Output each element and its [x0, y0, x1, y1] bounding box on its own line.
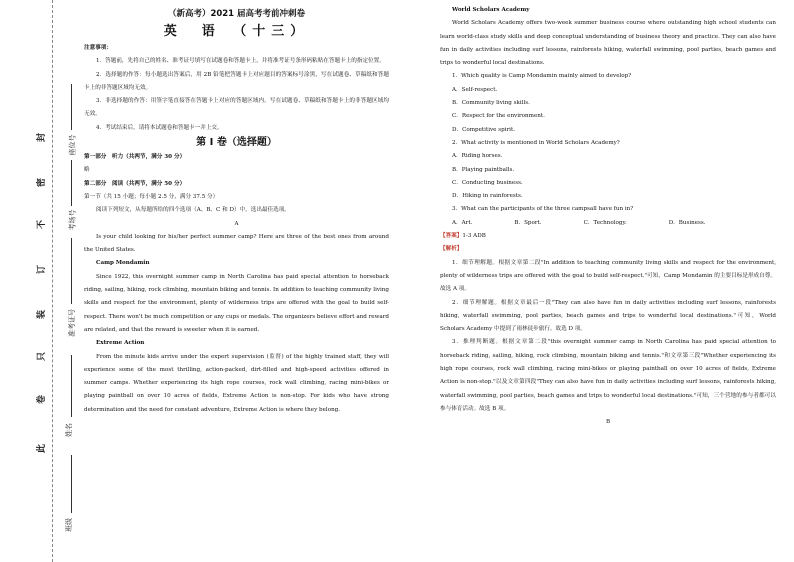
- seal-char: 只: [37, 351, 48, 362]
- analysis-item: 3．推理判断题。根据文章第二段"this overnight summer camp in North Carolina has paid special attention to horseback riding, sailing, hiking, rock climbing, mountain biking and tennis."和文章第三段"Whether experiencing its high rope courses, rock wall climbing, racing mini-bikes or playing paintball on over 10 acres of fields, Extreme Action is non-stop."以及文章第四段"They can also have fun in daily activities including surf lessons, rainforests hiking, waterfall swimming, pool parties, beach games and trips to wonderful local destinations."可知，三个营地的参与者都可以参与体育活动。故选 B 项。: [440, 339, 776, 412]
- option: B．Playing paintballs.: [452, 166, 515, 173]
- passage-intro: Is your child looking for his/her perfect summer camp? Here are three of the best ones from around the United States.: [84, 233, 389, 254]
- analysis-label: 【解析】: [440, 246, 463, 253]
- passage-label: A: [234, 220, 239, 227]
- question: 2．What activity is mentioned in World Scholars Academy?: [452, 139, 620, 146]
- class-label: 班级: [65, 518, 73, 532]
- camp-description: Since 1922, this overnight summer camp in North Carolina has paid special attention to horseback riding, sailing, hiking, rock climbing, mountain biking and tennis. In addition to teaching community living skills and respect for the environment, plenty of wilderness trips are offered with the goal to build self-respect. There won't be much competition or any cups or medals. The organizers believe effort and reward are related, and that the reward is sweeter when it is earned.: [84, 273, 389, 333]
- notice-item: 3．非选择题的作答：用签字笔直接答在答题卡上对应的答题区域内。写在试题卷、草稿纸和答题卡上的非答题区域均无效。: [84, 98, 389, 118]
- answer-text: 1-3 ADB: [462, 233, 486, 240]
- seal-char: 订: [37, 264, 48, 275]
- section-title: 第 I 卷（选择题）: [196, 137, 277, 149]
- seat-number-blank[interactable]: [71, 84, 72, 130]
- option: A．Riding horses.: [452, 153, 503, 160]
- notice-title: 注意事项：: [84, 45, 112, 51]
- seal-char: 不: [37, 219, 48, 230]
- question: 3．What can the participants of the three campsall have fun in?: [452, 206, 634, 213]
- option: B．Sport.: [514, 219, 542, 226]
- camp-description: From the minute kids arrive under the expert supervision (监督) of the highly trained staff, they will experience some of the most thrilling, action-packed, dirt-filled and high-speed activities offered in summer camps. Whether experiencing its high rope courses, rock wall climbing, racing mini-bikes or playing paintball on over 10 acres of fields, Extreme Action is non-stop. For kids who have strong determination and the need for constant adventure, Extreme Action is where they belong.: [84, 353, 389, 413]
- seal-char: 装: [37, 309, 48, 320]
- option: B．Community living skills.: [452, 100, 530, 107]
- notice-item: 4．考试结束后，请将本试题卷和答题卡一并上交。: [96, 124, 223, 131]
- camp-title: Camp Mondamin: [96, 260, 150, 267]
- exam-title: 英 语 （十三）: [163, 24, 310, 39]
- question: 1．Which quality is Camp Mondamin mainly aimed to develop?: [452, 73, 632, 80]
- camp-description: World Scholars Academy offers two-week summer business course where outstanding high school students can learn world-class study skills and deep conceptual understanding of business theory and practice. They can also have fun in daily activities including surf lessons, rainforests hiking, waterfall swimming, pool parties, beach games and trips to wonderful local destinations.: [440, 20, 776, 67]
- seal-line: [52, 0, 53, 562]
- seal-char: 封: [37, 132, 48, 143]
- admission-number-label: 准考证号: [68, 309, 76, 337]
- admission-number-blank[interactable]: [71, 238, 72, 304]
- name-blank[interactable]: [71, 355, 72, 417]
- camp-title: Extreme Action: [96, 340, 145, 347]
- part-two-section: 第一节（共 15 小题；每小题 2.5 分，满分 37.5 分）: [84, 193, 219, 200]
- option: D．Business.: [668, 219, 706, 226]
- notice-item: 2．选择题的作答：每小题选出答案后，用 2B 铅笔把答题卡上对应题目的答案标号涂黑，写在试题卷、草稿纸和答题卡上的非答题区域均无效。: [84, 71, 389, 91]
- option: C．Technology.: [583, 219, 627, 226]
- exam-room-blank[interactable]: [71, 160, 72, 206]
- exam-room-label: 考场号: [68, 209, 77, 231]
- answer-label: 【答案】: [440, 233, 463, 240]
- option: D．Hiking in rainforests.: [452, 193, 523, 200]
- notice-item: 1．答题前，先将自己的姓名、准考证号填写在试题卷和答题卡上，并将准考证号条形码粘贴在答题卡上的指定位置。: [96, 58, 385, 65]
- left-column: [84, 6, 389, 417]
- answer-line: [440, 230, 776, 243]
- seal-char: 密: [37, 177, 48, 188]
- passage-label: B: [605, 419, 611, 426]
- analysis-item: 2．细节理解题。根据文章最后一段"They can also have fun in daily activities including surf lessons, rainforests hiking, waterfall swimming, pool parties, beach games and trips to wonderful local destinations."可知，World Scholars Academy 中提到了雨林徒步旅行。故选 D 项。: [440, 299, 776, 333]
- part-one-heading: 第一部分 听力（共两节，满分 30 分）: [84, 154, 186, 161]
- option: C．Conducting business.: [452, 179, 523, 186]
- option: A．Art.: [452, 219, 473, 226]
- analysis-item: 1．细节理解题。根据文章第二段"In addition to teaching community living skills and respect for the environment, plenty of wilderness trips are offered with the goal to build self-respect."可知，Camp Mondamin 的主要目标是形成自尊。故选 A 项。: [440, 259, 776, 293]
- binding-strip: [0, 0, 80, 562]
- part-one-note: 略: [84, 167, 90, 174]
- class-blank[interactable]: [71, 455, 72, 513]
- seat-number-label: 座位号: [68, 134, 77, 156]
- right-column: [440, 4, 776, 430]
- seal-char: 卷: [37, 394, 48, 405]
- option: A．Self-respect.: [452, 86, 498, 93]
- instruction: 阅读下列短文，从每题所给的四个选项（A、B、C 和 D）中，选出最佳选项。: [96, 207, 290, 214]
- option: D．Competitive spirit.: [452, 126, 515, 133]
- name-label: 姓名: [65, 423, 73, 437]
- exam-subtitle: （新高考）2021 届高考考前冲刺卷: [167, 9, 306, 19]
- part-two-heading: 第二部分 阅读（共两节，满分 50 分）: [84, 180, 186, 187]
- option: C．Respect for the environment.: [452, 113, 545, 120]
- option-row: [440, 217, 776, 230]
- camp-title: World Scholars Academy: [452, 7, 530, 13]
- seal-char: 此: [37, 443, 48, 454]
